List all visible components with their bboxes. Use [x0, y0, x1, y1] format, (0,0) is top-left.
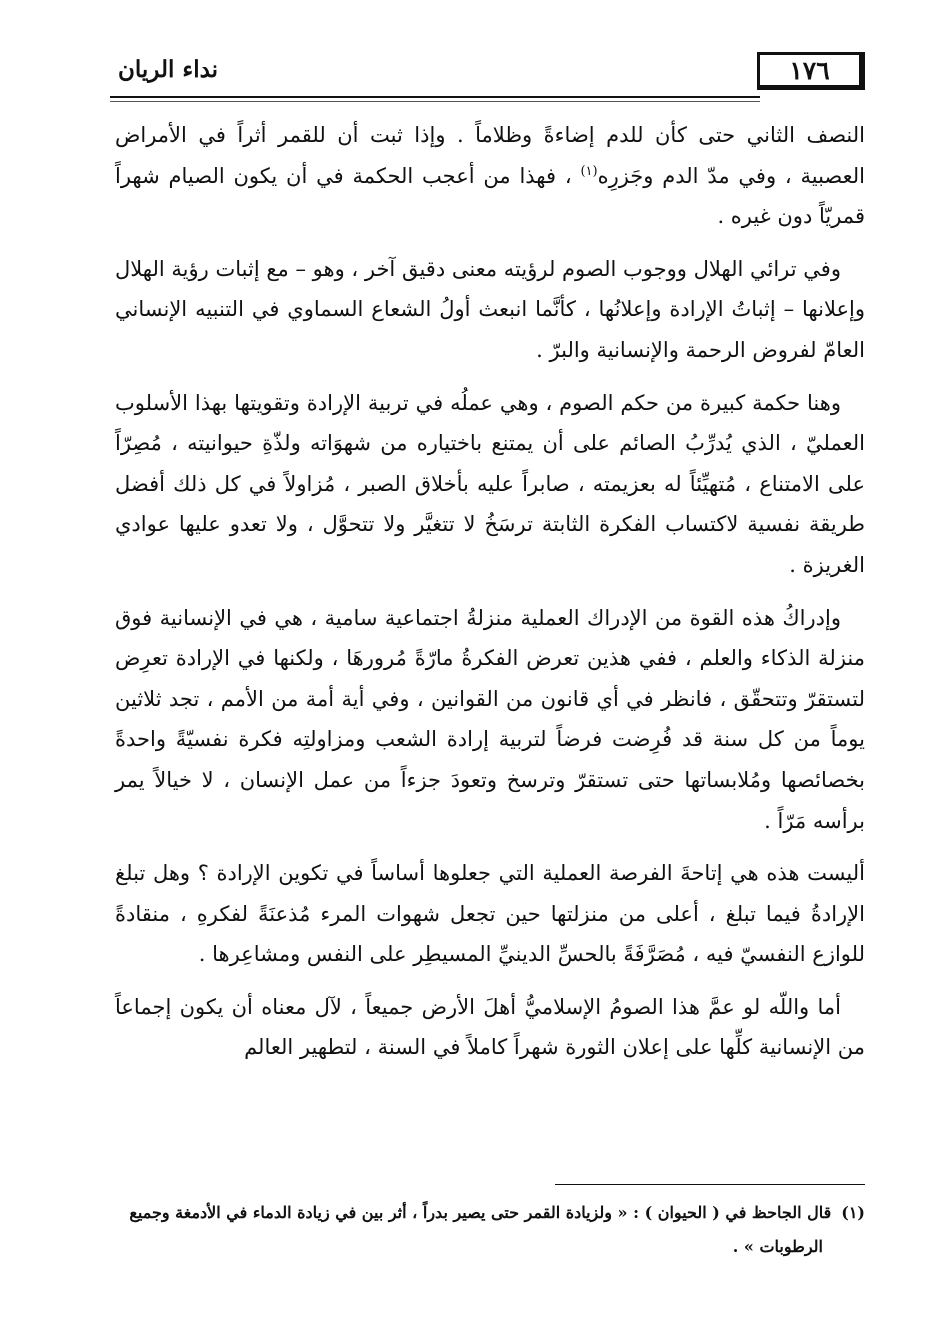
footnote-text: قال الجاحظ في ( الحيوان ) : « ولزيادة القمر حتى يصير بدراً ، أثر بين في زيادة الدماء في الأدمغة وجميع	[129, 1203, 832, 1222]
page-header	[110, 52, 865, 96]
header-rule	[110, 96, 760, 98]
paragraph-3: وهنا حكمة كبيرة من حكم الصوم ، وهي عملُه في تربية الإرادة وتقويتها بهذا الأسلوب العمليّ ، الذي يُدرِّبُ الصائم على أن يمتنع باختياره من شهوَاته ولذّةِ حيوانيته ، مُصِرّاً على الامتناع ، مُتهيِّئاً له بعزيمته ، صابراً عليه بأخلاق الصبر ، مُزاولاً في كل ذلك أفضل طريقة نفسية لاكتساب الفكرة الثابتة ترسَخُ لا تتغيَّر ولا تتحوَّل ، ولا تعدو عليها عوادي الغريزة .	[115, 390, 865, 577]
paragraph-1-text: النصف الثاني حتى كأن للدم إضاءةً وظلاماً . وإذا ثبت أن للقمر أثراً في الأمراض العصبية ، وفي مدّ الدم وجَزرِه	[115, 123, 865, 188]
paragraph-6: أما واللّه لو عمَّ هذا الصومُ الإسلاميُّ أهلَ الأرض جميعاً ، لآل معناه أن يكون إجماعاً من الإنسانية كلِّها على إعلان الثورة شهراً كاملاً في السنة ، لتطهير العالم	[115, 994, 865, 1060]
footnote-separator	[555, 1184, 865, 1185]
header-rule-thin	[110, 101, 760, 102]
page-number: ١٧٦	[757, 52, 865, 90]
footnote-reference: (١)	[580, 163, 598, 179]
paragraph-5: أليست هذه هي إتاحةَ الفرصة العملية التي جعلوها أساساً في تكوين الإرادة ؟ وهل تبلغ الإرادةُ فيما تبلغ ، أعلى من منزلتها حين تجعل شهوات المرء مُذعنَةً لفكرهِ ، منقادةً للوازع النفسيّ فيه ، مُصَرَّفَةً بالحسِّ الدينيِّ المسيطِر على النفس ومشاعِرها .	[115, 861, 865, 967]
paragraph-4: وإدراكُ هذه القوة من الإدراك العملية منزلةُ اجتماعية سامية ، هي في الإنسانية فوق منزلة الذكاء والعلم ، ففي هذين تعرض الفكرةُ مارّةً مُرورهَا ، ولكنها في الإرادة تعرِض لتستقرّ وتتحقّق ، فانظر في أي قانون من القوانين ، وفي أية أمة من الأمم ، تجد ثلاثين يوماً من كل سنة قد فُرِضت فرضاً لتربية إرادة الشعب ومزاولتِه فكرة نفسيّةً واحدةً بخصائصها ومُلابساتها حتى تستقرّ وترسخ وتعودَ جزءاً من عمل الإنسان ، لا خيالاً يمر برأسه مَرّاً .	[115, 605, 866, 833]
paragraph-1-text-end: ، فهذا من أعجب الحكمة في أن يكون الصيام شهراً قمريّاً دون غيره .	[115, 163, 865, 229]
footnote-number: (١)	[841, 1203, 865, 1222]
main-text	[115, 115, 865, 1080]
running-title: نداء الريان	[118, 56, 219, 83]
paragraph-2: وفي ترائي الهلال ووجوب الصوم لرؤيته معنى دقيق آخر ، وهو – مع إثبات رؤية الهلال وإعلانها – إثباتُ الإرادة وإعلانُها ، كأنَّما انبعث أولُ الشعاع السماوي في التنبيه الإنساني العامّ لفروض الرحمة والإنسانية والبرّ .	[115, 256, 865, 362]
footnote-text-continuation: الرطوبات » .	[732, 1237, 823, 1256]
footnote	[115, 1196, 865, 1264]
paragraph-1	[115, 115, 865, 237]
